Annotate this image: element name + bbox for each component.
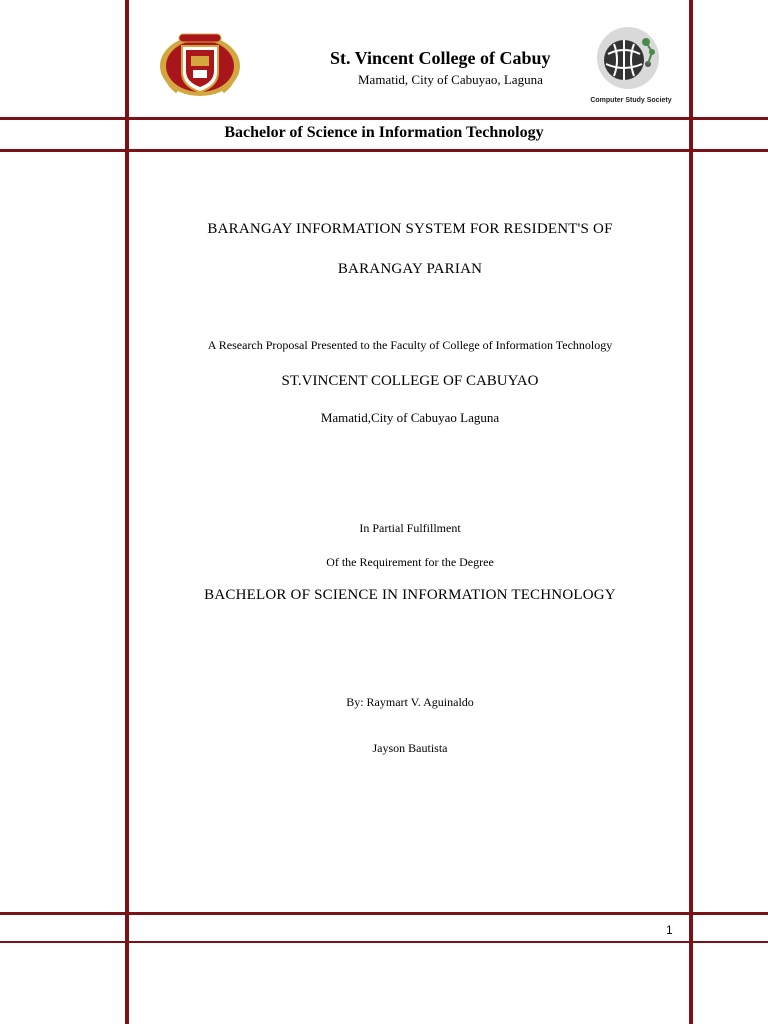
college-address: Mamatid, City of Cabuyao, Laguna xyxy=(358,72,543,87)
left-border-line xyxy=(125,0,129,1024)
footer-bottom-rule xyxy=(0,941,768,943)
institution-location: Mamatid,City of Cabuyao Laguna xyxy=(320,410,500,425)
computer-study-society-logo-icon xyxy=(590,24,672,108)
right-border-line xyxy=(689,0,693,1024)
thesis-title-line2: BARANGAY PARIAN xyxy=(337,261,483,277)
fulfillment-line2: Of the Requirement for the Degree xyxy=(326,555,494,569)
author-1: By: Raymart V. Aguinaldo xyxy=(346,695,474,709)
logo-caption: Computer Study Society xyxy=(590,97,672,104)
header-top-rule xyxy=(0,117,768,120)
footer-top-rule xyxy=(0,912,768,915)
program-band-title: Bachelor of Science in Information Technology xyxy=(224,124,544,141)
college-seal-icon xyxy=(157,30,243,100)
author-2: Jayson Bautista xyxy=(372,741,448,755)
proposal-statement: A Research Proposal Presented to the Faculty of College of Information Technology xyxy=(207,338,613,352)
institution-name: ST.VINCENT COLLEGE OF CABUYAO xyxy=(281,373,539,389)
college-name: St. Vincent College of Cabuy xyxy=(330,48,551,68)
thesis-title-line1: BARANGAY INFORMATION SYSTEM FOR RESIDENT'S OF xyxy=(207,221,613,237)
fulfillment-line1: In Partial Fulfillment xyxy=(359,521,461,535)
degree-title: BACHELOR OF SCIENCE IN INFORMATION TECHNOLOGY xyxy=(204,587,616,603)
page-number: 1 xyxy=(666,923,673,937)
header-bottom-rule xyxy=(0,149,768,152)
